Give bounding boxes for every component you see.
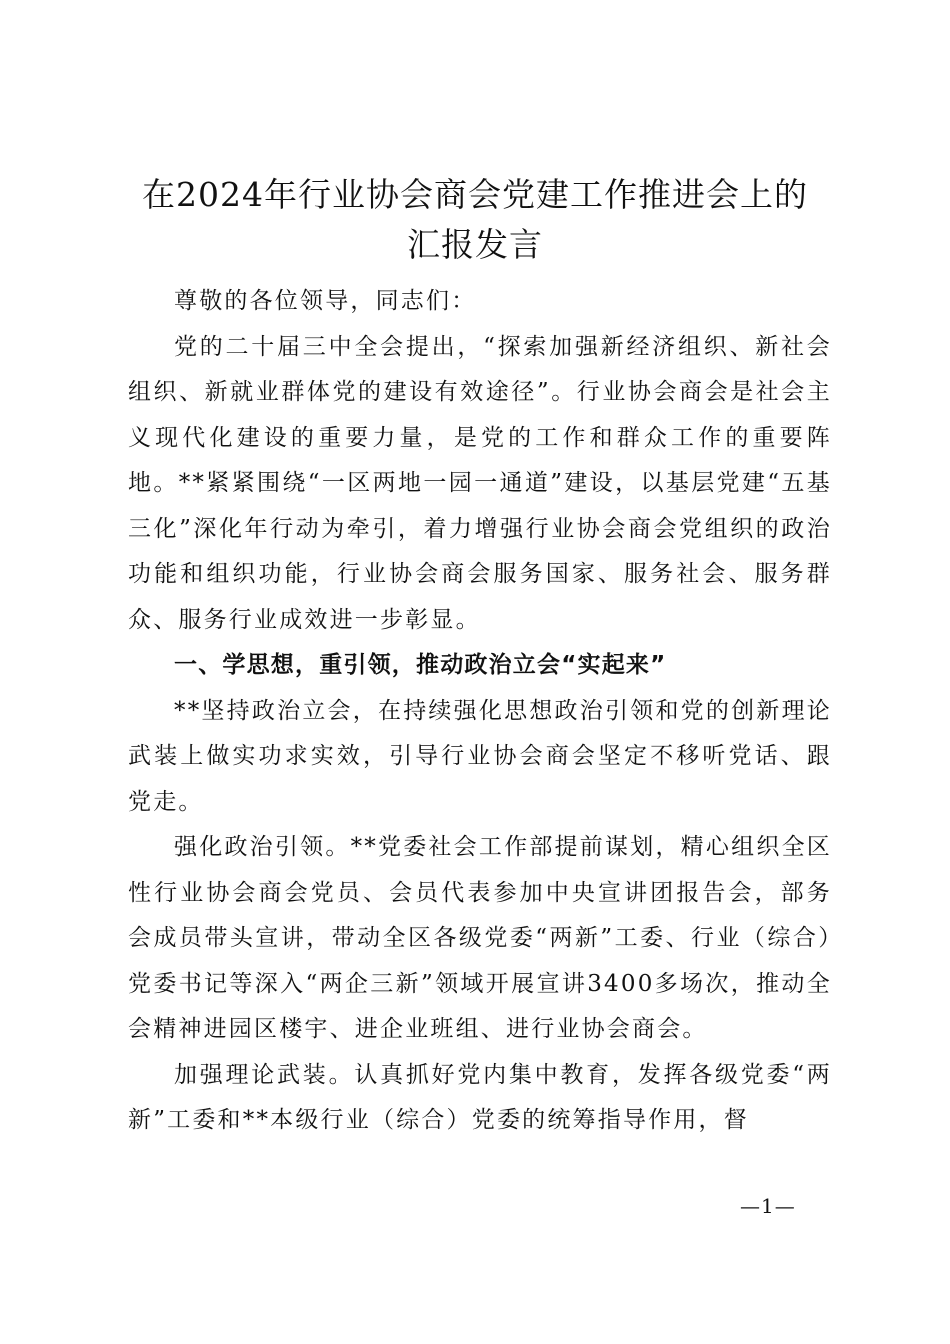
section-heading-1: 一、学思想，重引领，推动政治立会“实起来” (174, 652, 667, 678)
section1-paragraph-2: 强化政治引领。**党委社会工作部提前谋划，精心组织全区性行业协会商会党员、会员代表参加中央宣讲团报告会，部务会成员带头宣讲，带动全区各级党委“两新”工委、行业（综合）党委书记等深入“两企三新”领域开展宣讲3400多场次，推动全会精神进园区楼宇、进企业班组、进行业协会商会。 (128, 834, 832, 1042)
section1-paragraph-1: **坚持政治立会，在持续强化思想政治引领和党的创新理论武装上做实功求实效，引导行业协会商会坚定不移听党话、跟党走。 (128, 697, 832, 815)
title-line-2: 汇报发言 (407, 225, 543, 264)
page-number: —1— (740, 1194, 796, 1218)
document-title (110, 170, 840, 270)
greeting: 尊敬的各位领导，同志们： (174, 288, 477, 314)
document-body (128, 279, 832, 1144)
intro-paragraph: 党的二十届三中全会提出，“探索加强新经济组织、新社会组织、新就业群体党的建设有效途径”。行业协会商会是社会主义现代化建设的重要力量，是党的工作和群众工作的重要阵地。**紧紧围绕“一区两地一园一通道”建设，以基层党建“五基三化”深化年行动为牵引，着力增强行业协会商会党组织的政治功能和组织功能，行业协会商会服务国家、服务社会、服务群众、服务行业成效进一步彰显。 (128, 333, 832, 633)
title-line-1: 在2024年行业协会商会党建工作推进会上的 (142, 175, 808, 214)
section1-paragraph-3: 加强理论武装。认真抓好党内集中教育，发挥各级党委“两新”工委和**本级行业（综合）党委的统筹指导作用，督 (128, 1061, 832, 1133)
